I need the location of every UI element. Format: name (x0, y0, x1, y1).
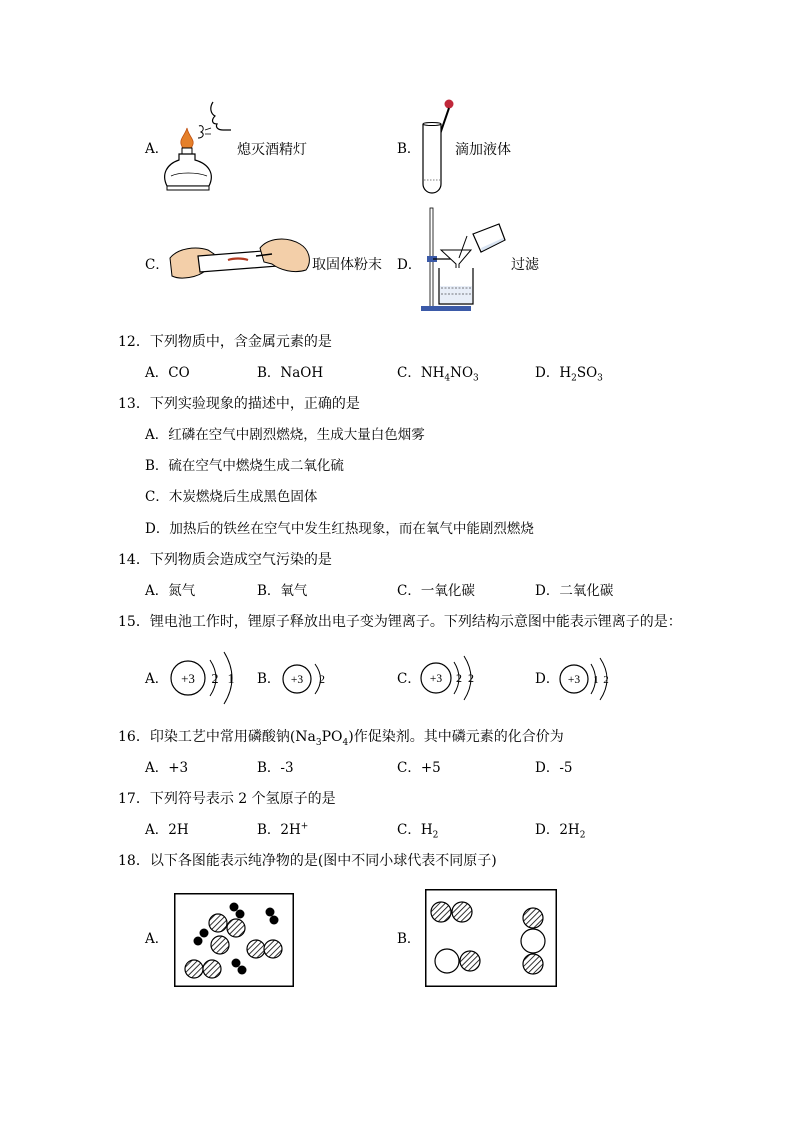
filtration-apparatus-illustration (415, 208, 505, 316)
atom-structure-a (170, 648, 242, 708)
atom-a-nucleus: +3 (181, 671, 195, 686)
q13-stem: 13．下列实验现象的描述中，正确的是 (118, 396, 360, 412)
q12-option-c: C．$NH_4NO_3$ (397, 365, 479, 384)
q14-option-a: A．氮气 (145, 583, 196, 599)
atom-d-shell-1: 1 (593, 674, 599, 686)
q17-option-a: A．2H (145, 822, 189, 838)
test-tube-powder-hands-illustration (168, 230, 314, 288)
q14-option-d: D．二氧化碳 (535, 583, 614, 599)
q15-option-d-letter: D． (535, 671, 560, 687)
q13-option-d: D．加热后的铁丝在空气中发生红热现象，而在氧气中能剧烈燃烧 (145, 521, 534, 537)
q15-stem: 15．锂电池工作时，锂原子释放出电子变为锂离子。下列结构示意图中能表示锂离子的是： (118, 614, 682, 630)
q11-option-d-letter: D． (397, 257, 422, 273)
q18-stem: 18．以下各图能表示纯净物的是(图中不同小球代表不同原子) (118, 853, 497, 869)
q11-option-b-label: 滴加液体 (455, 142, 511, 158)
q11-option-c-letter: C． (145, 257, 169, 273)
q17-option-b: B．2H+ (257, 821, 309, 838)
q11-option-d-label: 过滤 (511, 257, 539, 273)
q14-option-c: C．一氧化碳 (397, 583, 475, 599)
q11-option-c-label: 取固体粉末 (312, 257, 382, 273)
q15-option-b-letter: B． (257, 671, 281, 687)
q16-option-a: A．+3 (145, 760, 189, 776)
q15-option-a-letter: A． (145, 671, 169, 687)
q17-option-c: C．$H_2$ (397, 822, 439, 841)
q18-option-b-letter: B． (397, 931, 421, 947)
q13-option-a: A．红磷在空气中剧烈燃烧，生成大量白色烟雾 (145, 427, 425, 443)
q13-option-c: C．木炭燃烧后生成黑色固体 (145, 489, 318, 505)
q16-option-d: D．-5 (535, 760, 573, 776)
atom-structure-b (282, 656, 332, 702)
q14-option-b: B．氧气 (257, 583, 308, 599)
q11-option-a-label: 熄灭酒精灯 (237, 142, 307, 158)
atom-c-nucleus: +3 (429, 673, 443, 685)
atom-structure-c (420, 652, 480, 704)
q12-stem: 12．下列物质中，含金属元素的是 (118, 334, 332, 350)
q12-option-b: B．NaOH (257, 365, 324, 381)
atom-c-shell-1: 2 (456, 671, 462, 685)
atom-a-shell-1: 2 (211, 672, 219, 687)
atom-structure-d (558, 654, 616, 704)
q17-stem: 17．下列符号表示 2 个氢原子的是 (118, 791, 336, 807)
atom-a-shell-2: 1 (227, 672, 235, 687)
atom-d-nucleus: +3 (567, 674, 581, 686)
q18-option-a-letter: A． (145, 931, 169, 947)
q11-option-a-letter: A． (145, 141, 169, 157)
q16-stem: 16．印染工艺中常用磷酸钠$(Na_3PO_4)$作促染剂。其中磷元素的化合价为 (118, 729, 564, 748)
q15-option-c-letter: C． (397, 671, 421, 687)
q14-stem: 14．下列物质会造成空气污染的是 (118, 552, 332, 568)
q13-option-b: B．硫在空气中燃烧生成二氧化硫 (145, 458, 344, 474)
q12-option-d: D．$H_2SO_3$ (535, 365, 603, 384)
atom-b-nucleus: +3 (290, 674, 304, 686)
q17-option-d: D．$2H_2$ (535, 822, 586, 841)
atom-d-shell-2: 2 (603, 674, 609, 686)
molecule-box-a (174, 893, 294, 987)
atom-c-shell-2: 2 (468, 671, 474, 685)
q12-option-a: A．CO (145, 365, 190, 381)
dropper-test-tube-illustration (418, 98, 458, 196)
q11-option-b-letter: B． (397, 141, 421, 157)
q16-option-c: C．+5 (397, 760, 441, 776)
molecule-box-b (425, 889, 557, 987)
q16-option-b: B．-3 (257, 760, 294, 776)
alcohol-lamp-illustration (165, 100, 235, 195)
atom-b-shell-1: 2 (319, 672, 325, 686)
